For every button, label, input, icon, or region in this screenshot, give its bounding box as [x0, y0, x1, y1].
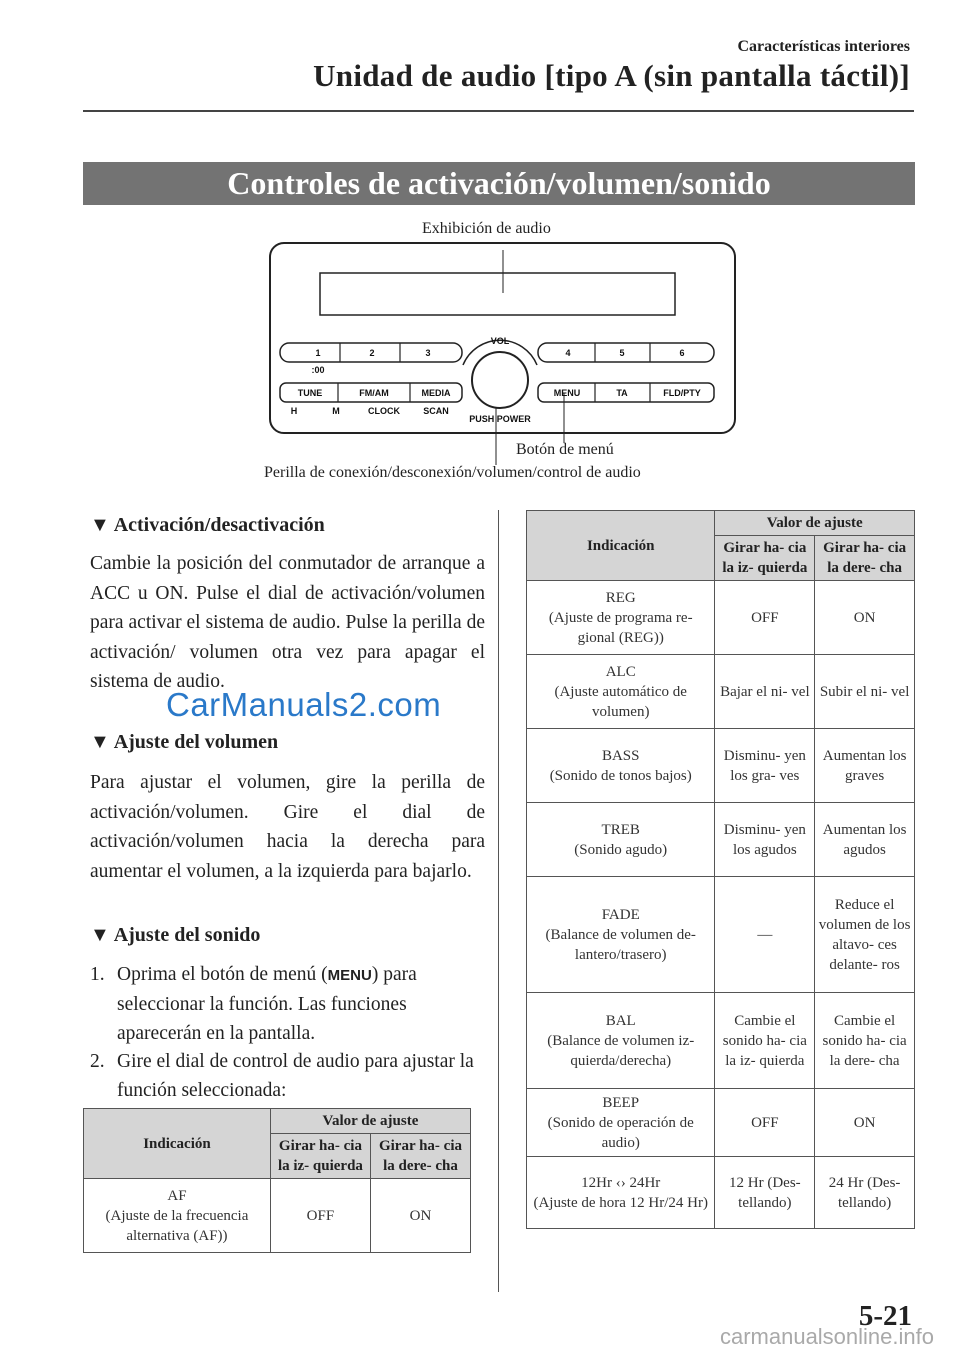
volume-knob	[472, 352, 528, 408]
preset-6: 6	[679, 348, 685, 358]
audio-unit-figure	[250, 215, 750, 490]
scan-label: SCAN	[423, 406, 449, 416]
fmam-label: FM/AM	[359, 388, 389, 398]
m-label: M	[332, 406, 340, 416]
table-row: REG (Ajuste de programa re- gional (REG)) OFF ON	[527, 581, 915, 655]
col-right: Girar ha- cia la dere- cha	[815, 536, 915, 581]
list-item: 2. Gire el dial de control de audio para ajustar la función seleccionada:	[90, 1051, 474, 1101]
settings-table-left	[83, 1108, 471, 1253]
ta-label: TA	[616, 388, 628, 398]
table-row: BASS (Sonido de tonos bajos) Disminu- yen los gra- ves Aumentan los graves	[527, 729, 915, 803]
col-left: Girar ha- cia la iz- quierda	[715, 536, 815, 581]
display-callout: Exhibición de audio	[422, 220, 551, 237]
h-label: H	[290, 406, 298, 416]
audio-unit-drawing	[250, 215, 750, 490]
col-right: Girar ha- cia la dere- cha	[370, 1134, 470, 1179]
fld-label: FLD/PTY	[663, 388, 701, 398]
table-row: ALC (Ajuste automático de volumen) Bajar el ni- vel Subir el ni- vel	[527, 655, 915, 729]
clock-sub-label: :00	[311, 365, 325, 375]
page-number: 5-21	[858, 1300, 912, 1332]
preset-1: 1	[315, 348, 321, 358]
header-divider	[83, 110, 914, 112]
watermark-logo: CarManuals2.com	[166, 686, 442, 723]
footer-watermark: carmanualsonline.info	[719, 1324, 934, 1349]
sound-heading: ▼ Ajuste del sonido	[90, 924, 261, 946]
menu-label: MENU	[553, 388, 581, 398]
preset-4: 4	[565, 348, 571, 358]
clock-label: CLOCK	[368, 406, 400, 416]
menu-key-icon: MENU	[327, 967, 372, 984]
table-row: AF (Ajuste de la frecuencia alternativa (AF)) OFF ON	[84, 1179, 471, 1253]
section-banner: Controles de activación/volumen/sonido	[83, 162, 915, 205]
preset-2: 2	[369, 348, 375, 358]
settings-table-right	[526, 510, 915, 1229]
table-row: TREB (Sonido agudo) Disminu- yen los agudos Aumentan los agudos	[527, 803, 915, 877]
menu-callout: Botón de menú	[516, 441, 614, 458]
push-power-label: PUSH POWER	[469, 414, 531, 424]
vol-label: VOL	[490, 336, 510, 346]
table-row: BAL (Balance de volumen iz- quierda/derecha) Cambie el sonido ha- cia la iz- quierda Cambie el sonido ha- cia la dere- cha	[527, 993, 915, 1089]
col-setting: Valor de ajuste	[270, 1109, 470, 1134]
table-row: FADE (Balance de volumen de- lantero/trasero) — Reduce el volumen de los altavo- ces delante- ros	[527, 877, 915, 993]
onoff-text: Cambie la posición del conmutador de arranque a ACC u ON. Pulse el dial de activación/volumen para activar el sistema de audio. Pulse la perilla de activación/ volumen otra vez para apagar el sistema de audio.	[90, 553, 485, 692]
table-row: 12Hr ‹› 24Hr (Ajuste de hora 12 Hr/24 Hr) 12 Hr (Des- tellando) 24 Hr (Des- tellando)	[527, 1157, 915, 1229]
volume-heading: ▼ Ajuste del volumen	[90, 731, 279, 753]
knob-callout: Perilla de conexión/desconexión/volumen/control de audio	[264, 464, 641, 481]
col-setting: Valor de ajuste	[715, 511, 915, 536]
col-left: Girar ha- cia la iz- quierda	[270, 1134, 370, 1179]
list-item: 1. Oprima el botón de menú (MENU) para seleccionar la función. Las funciones aparecerán en la pantalla.	[90, 964, 417, 1044]
chapter-label: Características interiores	[737, 38, 910, 55]
tune-label: TUNE	[297, 388, 323, 398]
preset-5: 5	[619, 348, 625, 358]
column-divider	[498, 510, 499, 1292]
col-indication: Indicación	[84, 1109, 271, 1179]
preset-3: 3	[425, 348, 431, 358]
page-title: Unidad de audio [tipo A (sin pantalla táctil)]	[313, 58, 910, 93]
table-row: BEEP (Sonido de operación de audio) OFF ON	[527, 1089, 915, 1157]
media-label: MEDIA	[421, 388, 451, 398]
volume-text: Para ajustar el volumen, gire la perilla de activación/volumen. Gire el dial de activación/volumen hacia la derecha para aumentar el volumen, a la izquierda para bajarlo.	[90, 772, 485, 882]
col-indication: Indicación	[527, 511, 715, 581]
onoff-heading: ▼ Activación/desactivación	[90, 514, 325, 536]
audio-display	[320, 273, 675, 315]
